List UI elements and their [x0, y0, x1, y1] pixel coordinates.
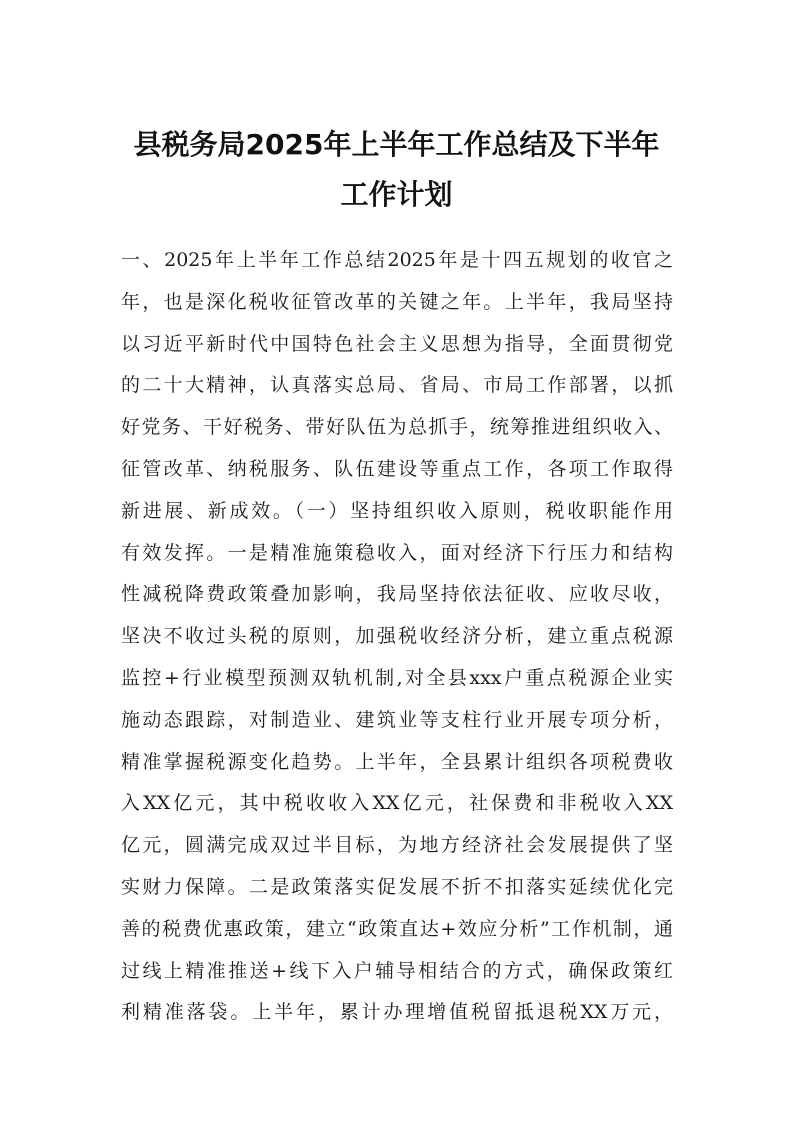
body-line: 以习近平新时代中国特色社会主义思想为指导，全面贯彻党: [121, 333, 673, 355]
body-line: 过线上精准推送+线下入户辅导相结合的方式，确保政策红: [121, 960, 673, 982]
body-line: 实财力保障。二是政策落实促发展不折不扣落实延续优化完: [121, 876, 673, 898]
body-line: 新进展、新成效。（一）坚持组织收入原则，税收职能作用: [121, 500, 673, 522]
body-line: 精准掌握税源变化趋势。上半年，全县累计组织各项税费收: [121, 751, 673, 773]
body-line: 年，也是深化税收征管改革的关键之年。上半年，我局坚持: [121, 291, 673, 313]
body-line: 一、2025年上半年工作总结2025年是十四五规划的收官之: [121, 249, 673, 271]
body-line: 入XX亿元，其中税收收入XX亿元，社保费和非税收入XX: [121, 792, 673, 814]
body-line: 征管改革、纳税服务、队伍建设等重点工作，各项工作取得: [121, 458, 673, 480]
body-line: 善的税费优惠政策，建立“政策直达+效应分析”工作机制，通: [121, 918, 673, 940]
body-line: 好党务、干好税务、带好队伍为总抓手，统筹推进组织收入、: [121, 416, 673, 438]
document-title-line-2: 工作计划: [340, 178, 453, 211]
body-line: 亿元，圆满完成双过半目标，为地方经济社会发展提供了坚: [121, 834, 673, 856]
body-line: 性减税降费政策叠加影响，我局坚持依法征收、应收尽收，: [121, 583, 673, 605]
body-line: 施动态跟踪，对制造业、建筑业等支柱行业开展专项分析，: [121, 709, 673, 731]
body-line: 监控+行业模型预测双轨机制,对全县xxx户重点税源企业实: [121, 667, 673, 689]
body-line: 坚决不收过头税的原则，加强税收经济分析，建立重点税源: [121, 625, 673, 647]
document-title-line-1: 县税务局2025年上半年工作总结及下半年: [133, 128, 660, 161]
body-line: 有效发挥。一是精准施策稳收入，面对经济下行压力和结构: [121, 542, 673, 564]
body-line: 利精准落袋。上半年，累计办理增值税留抵退税XX万元，: [121, 1001, 673, 1023]
body-line: 的二十大精神，认真落实总局、省局、市局工作部署，以抓: [121, 374, 673, 396]
